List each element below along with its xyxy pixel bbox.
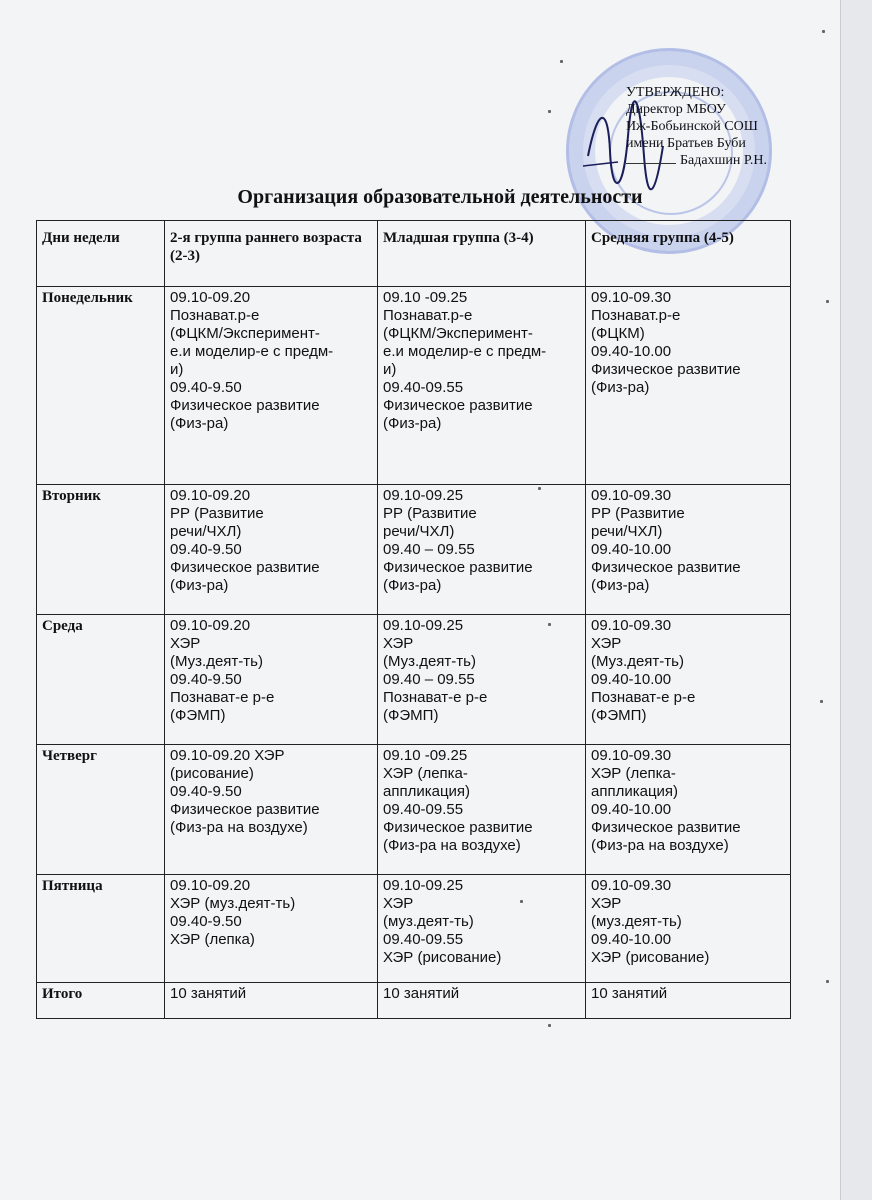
cell-line: е.и моделир-е с предм- [383,343,547,360]
cell-line: Физическое развитие [591,819,741,836]
cell-line: Познават-е р-е [383,689,488,706]
cell-line: 09.40-09.55 [383,801,464,818]
table-row [37,745,791,875]
cell-line: речи/ЧХЛ) [170,523,242,540]
cell-line: 09.10-09.30 [591,487,672,504]
scan-speck [548,110,551,113]
cell-line: и) [383,361,397,378]
approval-block [626,84,786,169]
cell-line: (Муз.деят-ть) [383,653,476,670]
day-cell: Пятница [37,875,165,983]
cell-line: 09.10-09.20 [170,877,251,894]
table-row [37,485,791,615]
cell-line: речи/ЧХЛ) [591,523,663,540]
cell-line: Физическое развитие [383,819,533,836]
cell-line: Познават.р-е [170,307,260,324]
cell-line: Физическое развитие [383,559,533,576]
cell-line: 09.40-9.50 [170,541,242,558]
cell-line: Физическое развитие [170,559,320,576]
table-row [37,615,791,745]
table-row [37,983,791,1019]
schedule-cell [586,875,791,983]
cell-line: ХЭР (рисование) [383,949,502,966]
cell-line: (ФЦКМ) [591,325,645,342]
cell-line: Познават-е р-е [170,689,275,706]
day-cell: Понедельник [37,287,165,485]
header-group-middle: Средняя группа (4-5) [586,221,791,287]
cell-line: (Физ-ра) [383,577,442,594]
cell-line: (Муз.деят-ть) [591,653,684,670]
day-cell: Четверг [37,745,165,875]
day-cell: Среда [37,615,165,745]
cell-line: ХЭР (лепка) [170,931,255,948]
cell-line: 09.40-9.50 [170,913,242,930]
page-edge [840,0,872,1200]
cell-line: 09.10-09.30 [591,877,672,894]
cell-line: РР (Развитие [170,505,264,522]
cell-line: РР (Развитие [383,505,477,522]
cell-line: 09.40-10.00 [591,801,672,818]
document-title: Организация образовательной деятельности [237,186,643,208]
cell-line: Физическое развитие [170,801,320,818]
cell-line: аппликация) [591,783,679,800]
cell-line: 09.40-9.50 [170,783,242,800]
cell-line: 09.10 -09.25 [383,289,468,306]
scan-speck [822,30,825,33]
cell-line: ХЭР (рисование) [591,949,710,966]
cell-line: ХЭР [383,895,414,912]
day-cell: Вторник [37,485,165,615]
approval-heading: УТВЕРЖДЕНО: [626,85,725,100]
approval-signature-line [626,152,786,169]
cell-line: (Муз.деят-ть) [170,653,263,670]
cell-line: 09.10-09.30 [591,747,672,764]
cell-line: 10 занятий [383,985,460,1002]
header-days: Дни недели [37,221,165,287]
cell-line: ХЭР (муз.деят-ть) [170,895,296,912]
cell-line: 09.40-10.00 [591,671,672,688]
approval-school-name: имени Братьев Буби [626,136,746,151]
cell-line: (ФЭМП) [383,707,439,724]
cell-line: (Физ-ра) [591,577,650,594]
cell-line: ХЭР (лепка- [591,765,676,782]
schedule-cell [586,485,791,615]
cell-line: 09.10-09.30 [591,617,672,634]
schedule-cell [378,615,586,745]
cell-line: (Физ-ра на воздухе) [170,819,308,836]
cell-line: 09.40-10.00 [591,541,672,558]
schedule-cell [165,983,378,1019]
cell-line: 09.10-09.20 [170,617,251,634]
cell-line: 09.10-09.25 [383,877,464,894]
cell-line: (Физ-ра на воздухе) [383,837,521,854]
cell-line: РР (Развитие [591,505,685,522]
schedule-cell [586,983,791,1019]
cell-line: ХЭР [170,635,201,652]
cell-line: 09.40-09.55 [383,379,464,396]
schedule-table [36,220,791,1019]
cell-line: (ФЭМП) [591,707,647,724]
schedule-cell [586,615,791,745]
cell-line: (Физ-ра) [170,415,229,432]
cell-line: е.и моделир-е с предм- [170,343,334,360]
cell-line: 09.10-09.25 [383,487,464,504]
cell-line: (рисование) [170,765,254,782]
cell-line: 09.40 – 09.55 [383,541,475,558]
header-group-junior: Младшая группа (3-4) [378,221,586,287]
cell-line: 09.40-10.00 [591,931,672,948]
schedule-cell [586,745,791,875]
cell-line: (муз.деят-ть) [591,913,682,930]
cell-line: 09.10-09.20 [170,487,251,504]
schedule-cell [378,287,586,485]
scan-speck [548,1024,551,1027]
cell-line: ХЭР [383,635,414,652]
approval-position: Директор МБОУ [626,102,726,117]
cell-line: аппликация) [383,783,471,800]
cell-line: 09.40-9.50 [170,379,242,396]
scan-speck [538,487,541,490]
approval-school: Иж-Бобьинской СОШ [626,119,758,134]
cell-line: ХЭР (лепка- [383,765,468,782]
cell-line: (Физ-ра) [383,415,442,432]
schedule-cell [378,745,586,875]
cell-line: ХЭР [591,635,622,652]
cell-line: 09.10-09.20 ХЭР [170,747,285,764]
schedule-body [37,287,791,1019]
cell-line: (Физ-ра) [170,577,229,594]
schedule-cell [586,287,791,485]
cell-line: Познават-е р-е [591,689,696,706]
cell-line: (Физ-ра на воздухе) [591,837,729,854]
schedule-cell [378,875,586,983]
cell-line: Физическое развитие [591,559,741,576]
cell-line: 09.10 -09.25 [383,747,468,764]
cell-line: Физическое развитие [591,361,741,378]
schedule-cell [165,287,378,485]
cell-line: Познават.р-е [591,307,681,324]
table-row [37,287,791,485]
scan-speck [820,700,823,703]
scan-speck [520,900,523,903]
cell-line: 09.40-10.00 [591,343,672,360]
cell-line: (ФЦКМ/Эксперимент- [383,325,533,342]
scan-speck [826,980,829,983]
cell-line: (ФЭМП) [170,707,226,724]
schedule-cell [378,983,586,1019]
cell-line: 09.40-09.55 [383,931,464,948]
cell-line: Физическое развитие [170,397,320,414]
table-row [37,875,791,983]
cell-line: Познават.р-е [383,307,473,324]
schedule-cell [378,485,586,615]
cell-line: Физическое развитие [383,397,533,414]
cell-line: 09.10-09.30 [591,289,672,306]
cell-line: (ФЦКМ/Эксперимент- [170,325,320,342]
cell-line: ХЭР [591,895,622,912]
scan-speck [560,60,563,63]
schedule-cell [165,875,378,983]
cell-line: (муз.деят-ть) [383,913,474,930]
cell-line: (Физ-ра) [591,379,650,396]
cell-line: речи/ЧХЛ) [383,523,455,540]
cell-line: 09.40 – 09.55 [383,671,475,688]
schedule-cell [165,745,378,875]
cell-line: 10 занятий [170,985,247,1002]
cell-line: 09.10-09.20 [170,289,251,306]
day-cell: Итого [37,983,165,1019]
scan-speck [826,300,829,303]
cell-line: и) [170,361,184,378]
header-group-early: 2-я группа раннего возраста (2-3) [165,221,378,287]
cell-line: 09.10-09.25 [383,617,464,634]
cell-line: 09.40-9.50 [170,671,242,688]
scan-speck [548,623,551,626]
approval-director-name: Бадахшин Р.Н. [680,153,768,168]
schedule-cell [165,485,378,615]
cell-line: 10 занятий [591,985,668,1002]
schedule-cell [165,615,378,745]
